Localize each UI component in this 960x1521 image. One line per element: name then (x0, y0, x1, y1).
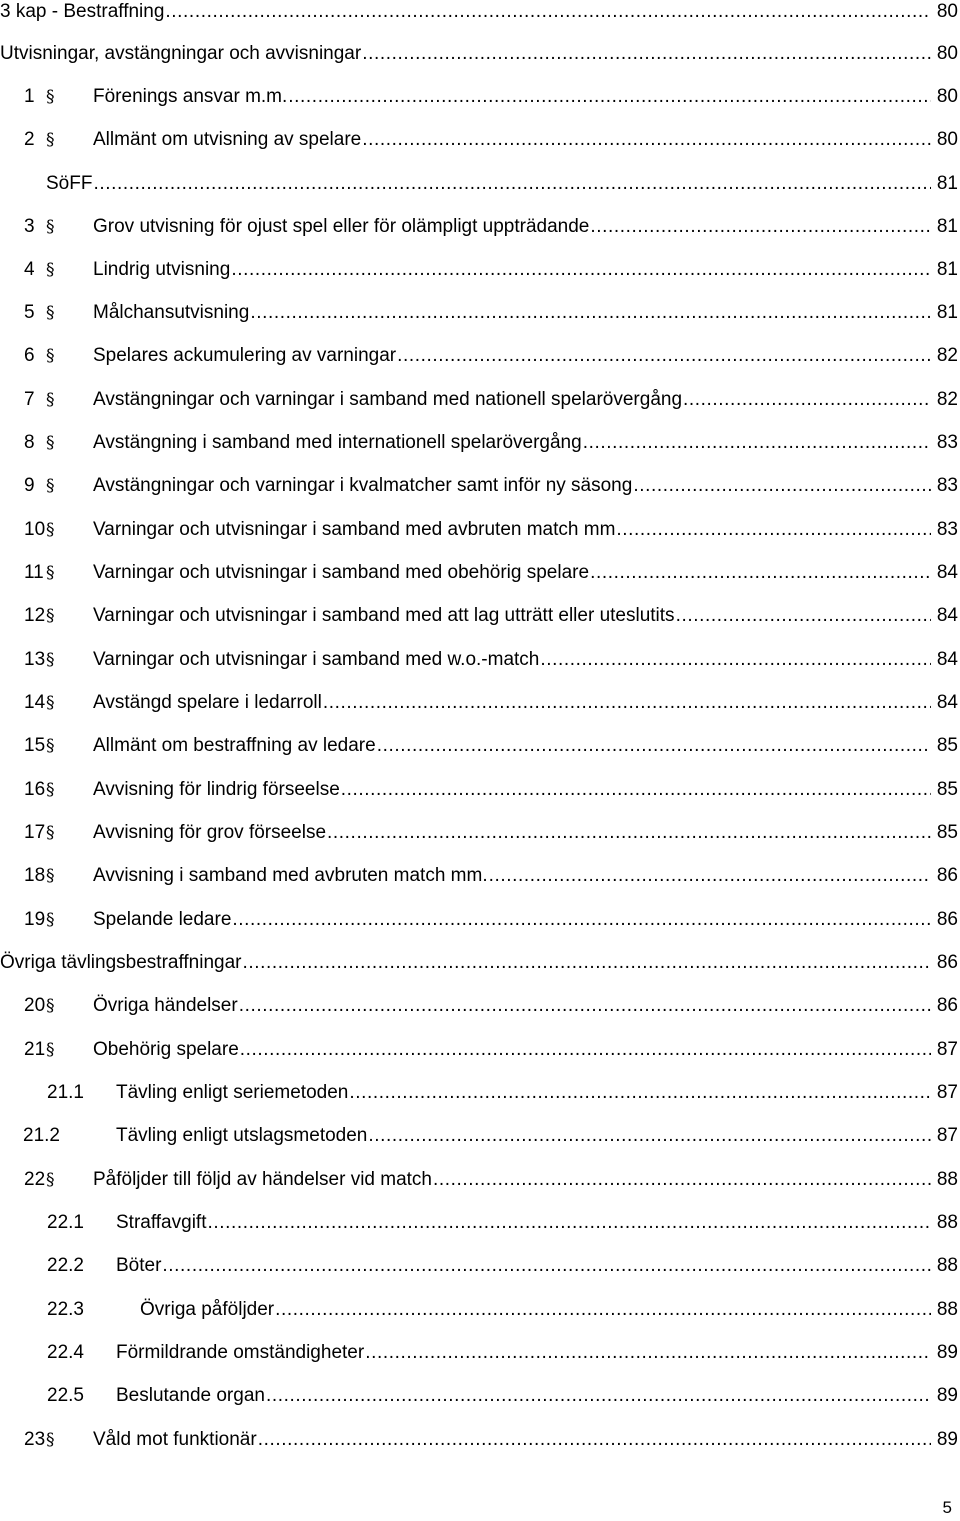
toc-entry-number: 18 (24, 865, 46, 886)
dot-leader (683, 388, 931, 412)
toc-entry-title: SöFF (46, 173, 93, 194)
section-sign-icon: § (46, 563, 55, 583)
toc-entry-number: 2 (24, 129, 35, 150)
toc-entry-page: 80 (936, 1, 958, 22)
toc-entry-page: 86 (936, 909, 958, 930)
toc-entry-number: 15 (24, 735, 46, 756)
section-sign-icon: § (46, 260, 55, 280)
toc-entry-title: Övriga tävlingsbestraffningar (0, 952, 242, 973)
toc-entry-title: Beslutande organ (116, 1385, 265, 1406)
toc-entry[interactable] (47, 1384, 958, 1408)
toc-entry[interactable] (24, 1038, 958, 1062)
toc-entry-title: Allmänt om utvisning av spelare (93, 129, 362, 150)
toc-entry-number: 11 (24, 562, 44, 583)
dot-leader (243, 951, 932, 975)
dot-leader (250, 301, 931, 325)
dot-leader (288, 85, 931, 109)
toc-entry-number: 21 (24, 1039, 46, 1060)
toc-entry-title: 3 kap - Bestraffning (0, 1, 165, 22)
toc-entry[interactable] (46, 172, 958, 196)
dot-leader (397, 344, 931, 368)
dot-leader (583, 431, 931, 455)
dot-leader (341, 778, 931, 802)
toc-entry-number: 13 (24, 649, 46, 670)
toc-entry-title: Avstängning i samband med internationell spelarövergång (93, 432, 582, 453)
toc-entry-title: Varningar och utvisningar i samband med att lag utträtt eller uteslutits (93, 605, 675, 626)
toc-entry-page: 84 (936, 692, 958, 713)
dot-leader (349, 1081, 931, 1105)
toc-entry-title: Avvisning för grov förseelse (93, 822, 327, 843)
toc-entry-title: Förenings ansvar m.m. (93, 86, 288, 107)
toc-entry-page: 81 (936, 302, 958, 323)
toc-entry-page: 81 (936, 216, 958, 237)
section-sign-icon: § (46, 476, 55, 496)
toc-entry-title: Tävling enligt utslagsmetoden (116, 1125, 368, 1146)
dot-leader (207, 1211, 931, 1235)
dot-leader (162, 1254, 931, 1278)
toc-entry-page: 85 (936, 822, 958, 843)
toc-entry[interactable] (24, 518, 958, 542)
toc-entry-page: 82 (936, 389, 958, 410)
toc-entry-number: 22.3 (47, 1299, 84, 1320)
toc-entry-number: 12 (24, 605, 46, 626)
dot-leader (232, 908, 931, 932)
toc-entry-title: Avstängningar och varningar i samband med nationell spelarövergång (93, 389, 683, 410)
toc-entry[interactable] (24, 691, 958, 715)
dot-leader (362, 42, 931, 66)
dot-leader (616, 518, 931, 542)
toc-entry-number: 23 (24, 1429, 46, 1450)
toc-entry[interactable] (47, 1211, 958, 1235)
section-sign-icon: § (46, 1040, 55, 1060)
toc-entry-page: 81 (936, 259, 958, 280)
toc-entry-number: 21.1 (47, 1082, 84, 1103)
toc-entry-title: Böter (116, 1255, 162, 1276)
toc-entry-number: 22.4 (47, 1342, 84, 1363)
section-sign-icon: § (46, 693, 55, 713)
toc-entry[interactable] (24, 474, 958, 498)
toc-entry-number: 17 (24, 822, 46, 843)
section-sign-icon: § (46, 390, 55, 410)
toc-entry-title: Avvisning för lindrig förseelse (93, 779, 340, 800)
toc-entry-page: 86 (936, 952, 958, 973)
dot-leader (231, 258, 931, 282)
section-sign-icon: § (46, 823, 55, 843)
section-sign-icon: § (46, 996, 55, 1016)
toc-entry-title: Tävling enligt seriemetoden (116, 1082, 349, 1103)
dot-leader (377, 734, 931, 758)
toc-entry-page: 88 (936, 1212, 958, 1233)
section-sign-icon: § (46, 520, 55, 540)
toc-entry-number: 21.2 (23, 1125, 60, 1146)
toc-entry-title: Förmildrande omständigheter (116, 1342, 365, 1363)
toc-entry-page: 88 (936, 1255, 958, 1276)
toc-entry-number: 8 (24, 432, 35, 453)
dot-leader (258, 1428, 931, 1452)
toc-entry-title: Övriga påföljder (140, 1299, 275, 1320)
dot-leader (165, 0, 931, 24)
dot-leader (327, 821, 931, 845)
toc-entry-number: 22.2 (47, 1255, 84, 1276)
toc-entry[interactable] (24, 1428, 958, 1452)
toc-entry-page: 86 (936, 995, 958, 1016)
toc-entry-number: 14 (24, 692, 46, 713)
toc-entry-title: Varningar och utvisningar i samband med obehörig spelare (93, 562, 590, 583)
toc-entry-page: 88 (936, 1299, 958, 1320)
toc-entry[interactable] (47, 1254, 958, 1278)
toc-entry-title: Varningar och utvisningar i samband med w.o.-match (93, 649, 540, 670)
toc-entry-page: 88 (936, 1169, 958, 1190)
toc-entry[interactable] (24, 301, 958, 325)
toc-entry[interactable] (24, 648, 958, 672)
section-sign-icon: § (46, 1430, 55, 1450)
section-sign-icon: § (46, 650, 55, 670)
toc-entry-number: 22 (24, 1169, 46, 1190)
dot-leader (365, 1341, 931, 1365)
toc-entry-page: 83 (936, 432, 958, 453)
section-sign-icon: § (46, 303, 55, 323)
toc-entry-title: Våld mot funktionär (93, 1429, 257, 1450)
toc-entry-number: 22.1 (47, 1212, 84, 1233)
toc-entry-page: 89 (936, 1385, 958, 1406)
dot-leader (368, 1124, 931, 1148)
dot-leader (590, 215, 931, 239)
dot-leader (676, 604, 931, 628)
section-sign-icon: § (46, 346, 55, 366)
toc-entry-page: 89 (936, 1342, 958, 1363)
toc-entry[interactable] (24, 128, 958, 152)
toc-entry-title: Påföljder till följd av händelser vid match (93, 1169, 433, 1190)
section-sign-icon: § (46, 780, 55, 800)
dot-leader (323, 691, 931, 715)
toc-entry[interactable] (24, 604, 958, 628)
toc-entry[interactable] (47, 1298, 958, 1322)
toc-entry[interactable] (24, 864, 958, 888)
toc-entry-title: Spelares ackumulering av varningar (93, 345, 397, 366)
toc-entry-page: 80 (936, 86, 958, 107)
toc-entry[interactable] (0, 951, 958, 975)
toc-entry-title: Obehörig spelare (93, 1039, 239, 1060)
toc-entry-number: 5 (24, 302, 35, 323)
dot-leader (239, 994, 931, 1018)
dot-leader (540, 648, 931, 672)
dot-leader (433, 1168, 931, 1192)
toc-entry-page: 83 (936, 475, 958, 496)
toc-entry-number: 9 (24, 475, 35, 496)
toc-entry-number: 7 (24, 389, 35, 410)
section-sign-icon: § (46, 1170, 55, 1190)
toc-entry[interactable] (24, 778, 958, 802)
toc-entry-page: 85 (936, 735, 958, 756)
section-sign-icon: § (46, 866, 55, 886)
section-sign-icon: § (46, 606, 55, 626)
section-sign-icon: § (46, 130, 55, 150)
toc-entry-number: 19 (24, 909, 46, 930)
toc-entry-title: Lindrig utvisning (93, 259, 231, 280)
toc-entry[interactable] (47, 1341, 958, 1365)
toc-entry-page: 87 (936, 1039, 958, 1060)
section-sign-icon: § (46, 433, 55, 453)
toc-entry-page: 87 (936, 1082, 958, 1103)
dot-leader (93, 172, 931, 196)
toc-entry[interactable] (24, 734, 958, 758)
toc-entry[interactable] (24, 908, 958, 932)
toc-entry[interactable] (0, 0, 958, 24)
toc-entry-title: Utvisningar, avstängningar och avvisningar (0, 43, 362, 64)
toc-entry-page: 85 (936, 779, 958, 800)
toc-entry[interactable] (24, 258, 958, 282)
section-sign-icon: § (46, 87, 55, 107)
toc-entry-page: 87 (936, 1125, 958, 1146)
toc-entry-page: 84 (936, 649, 958, 670)
toc-entry[interactable] (24, 561, 958, 585)
toc-entry-page: 83 (936, 519, 958, 540)
toc-entry-number: 16 (24, 779, 46, 800)
toc-entry-title: Övriga händelser (93, 995, 238, 1016)
toc-entry-title: Straffavgift (116, 1212, 207, 1233)
toc-entry-title: Avstängningar och varningar i kvalmatcher samt inför ny säsong (93, 475, 633, 496)
toc-entry-title: Avstängd spelare i ledarroll (93, 692, 322, 713)
toc-entry-number: 10 (24, 519, 46, 540)
toc-entry[interactable] (24, 388, 958, 412)
toc-entry[interactable] (0, 42, 958, 66)
toc-entry-number: 4 (24, 259, 35, 280)
toc-entry[interactable] (47, 1081, 958, 1105)
section-sign-icon: § (46, 910, 55, 930)
section-sign-icon: § (46, 217, 55, 237)
toc-entry-page: 84 (936, 605, 958, 626)
toc-entry-number: 3 (24, 216, 35, 237)
toc-entry[interactable] (24, 85, 958, 109)
toc-entry-title: Målchansutvisning (93, 302, 250, 323)
toc-entry-number: 6 (24, 345, 35, 366)
toc-entry[interactable] (24, 1168, 958, 1192)
toc-entry[interactable] (24, 431, 958, 455)
toc-entry-number: 22.5 (47, 1385, 84, 1406)
toc-entry[interactable] (24, 994, 958, 1018)
dot-leader (362, 128, 931, 152)
toc-entry-page: 80 (936, 129, 958, 150)
toc-entry[interactable] (24, 344, 958, 368)
dot-leader (590, 561, 931, 585)
page-number: 5 (942, 1498, 952, 1517)
toc-entry-page: 82 (936, 345, 958, 366)
toc-entry-number: 20 (24, 995, 46, 1016)
toc-entry[interactable] (23, 1124, 958, 1148)
dot-leader (275, 1298, 931, 1322)
toc-entry-title: Varningar och utvisningar i samband med avbruten match mm (93, 519, 616, 540)
dot-leader (240, 1038, 931, 1062)
toc-entry-title: Avvisning i samband med avbruten match mm. (93, 865, 488, 886)
toc-entry-title: Spelande ledare (93, 909, 232, 930)
toc-entry-page: 81 (936, 173, 958, 194)
toc-entry[interactable] (24, 215, 958, 239)
toc-entry-title: Allmänt om bestraffning av ledare (93, 735, 376, 756)
toc-entry-page: 80 (936, 43, 958, 64)
toc-entry-page: 84 (936, 562, 958, 583)
toc-entry-title: Grov utvisning för ojust spel eller för olämpligt uppträdande (93, 216, 590, 237)
toc-entry-page: 89 (936, 1429, 958, 1450)
dot-leader (489, 864, 931, 888)
toc-entry-number: 1 (24, 86, 35, 107)
toc-entry-page: 86 (936, 865, 958, 886)
section-sign-icon: § (46, 736, 55, 756)
dot-leader (266, 1384, 931, 1408)
toc-entry[interactable] (24, 821, 958, 845)
dot-leader (633, 474, 931, 498)
